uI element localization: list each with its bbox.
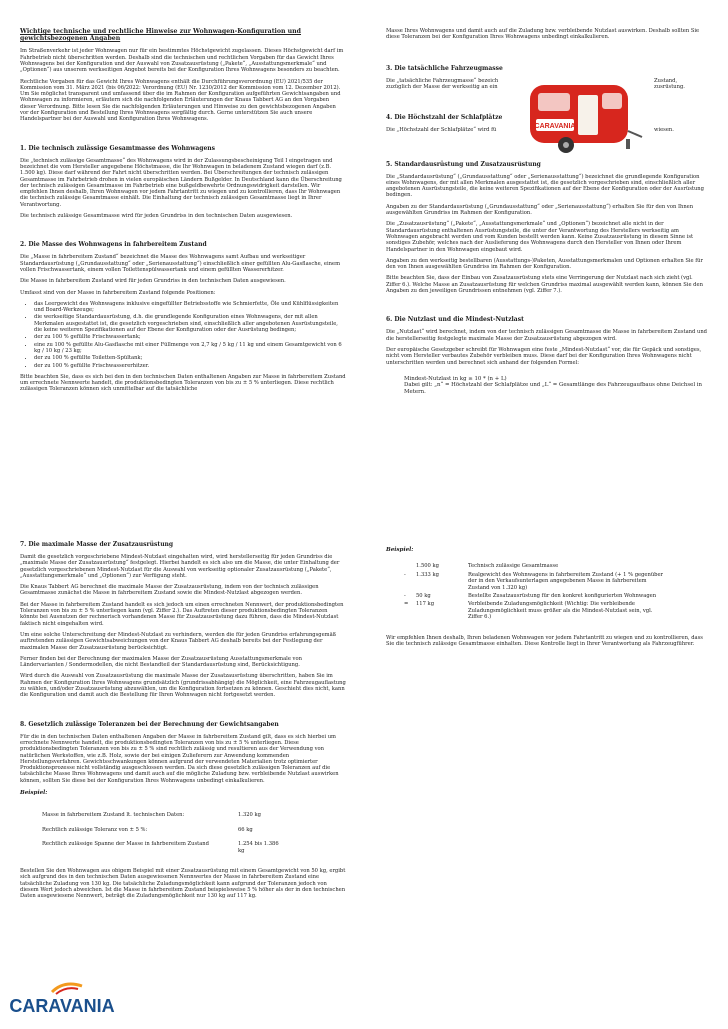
table-row: - 50 kg Bestellte Zusatzausrüstung für den konkret konfigurierten Wohnwagen xyxy=(404,592,657,599)
document-title: Wichtige technische und rechtliche Hinweise zur Wohnwagen-Konfiguration und gewichtsbezogenen Angaben xyxy=(20,28,302,43)
section-7-paragraph-4: Um eine solche Unterschreitung der Mindest-Nutzlast zu verhindern, werden die für jeden Grundriss erfahrungsgemäß auftretenden zulässigen Gewichtsabweichungen von der Knaus Tabbert AG deshalb bereits bei der Festlegung der maximalen Masse der Zusatzausrüstung berücksichtigt. xyxy=(20,631,337,651)
section-7-heading: 7. Die maximale Masse der Zusatzausrüstung xyxy=(20,541,174,548)
right-bottom-column xyxy=(386,541,708,652)
table-row: - 1.333 kg Realgewicht des Wohnwagens in fahrbereitem Zustand (+ 1 % gegenüber der in den Verkaufsunterlagen angegebenen Masse in fahrbereitem Zustand von 1.320 kg) xyxy=(404,571,664,591)
section-6-paragraph-1: Die „Nutzlast“ wird berechnet, indem von der technisch zulässigen Gesamtmasse die Masse in fahrbereitem Zustand und die herstellerseitig festgelegte maximale Masse der Zusatzausrüstung abgezogen wird. xyxy=(386,329,707,342)
section-2-paragraph-1: Die „Masse in fahrbereitem Zustand“ bezeichnet die Masse des Wohnwagens samt Aufbau und werkseitiger Standardausrüstung („Grundausstattung“ oder „Serienausstattung“) einschließlich einer gefüllten Alu-Gasflasche, einem vollen Frischwassertank, einem vollen Toilettenspülwassertank und einem gefüllten Wassererhitzer. xyxy=(20,254,340,273)
tolerance-table xyxy=(42,808,282,858)
section-6-heading: 6. Die Nutzlast und die Mindest-Nutzlast xyxy=(386,316,524,324)
section-7-paragraph-5: Ferner finden bei der Berechnung der maximalen Masse der Zusatzausrüstung Ausstattungsmerkmale von Ländervarianten / Sondermodellen, die nicht Bestandteil der Standardausrüstung sind, Berücksichtigung. xyxy=(20,655,302,669)
table-row: Rechtlich zulässige Toleranz von ± 5 %: 66 kg xyxy=(42,826,253,833)
section-2-heading: 2. Die Masse des Wohnwagens in fahrbereitem Zustand xyxy=(20,241,207,249)
section-5-paragraph-4: Angaben zu den werkseitig bestellbaren (Ausstattungs-)Paketen, Ausstattungsmerkmalen und Optionen erhalten Sie für den von Ihnen ausgewählten Grundriss im Rahmen der Konfiguration. xyxy=(386,257,703,271)
continuation-paragraph: Masse Ihres Wohnwagens und damit auch auf die Zuladung bzw. verbleibende Nutzlast auswirken. Deshalb sollten Sie diese Toleranzen bei der Konfiguration Ihres Wohnwagens unbedingt einkalkulieren. xyxy=(386,28,700,41)
section-5-heading: 5. Standardausrüstung und Zusatzausrüstung xyxy=(386,160,541,168)
list-item: • der zu 100 % gefüllte Frischwassertank; xyxy=(34,334,346,340)
caravania-logo xyxy=(6,978,118,1022)
section-3-heading: 3. Die tatsächliche Fahrzeugmasse xyxy=(386,64,503,72)
section-1-paragraph-2: Die technisch zulässige Gesamtmasse wird für jeden Grundriss in den technischen Daten ausgewiesen. xyxy=(20,213,293,220)
section-5-paragraph-5: Bitte beachten Sie, dass der Einbau von Zusatzausrüstung stets eine Verringerung der Nutzlast nach sich zieht (vgl. Ziffer 6.). Welche Masse an Zusatzausrüstung für welchen Grundriss maximal ausgewählt werden kann, können Sie den Angaben zu den jeweiligen Grundrissen entnehmen (vgl. Ziffer 7.). xyxy=(386,275,703,295)
svg-text:CARAVANIA: CARAVANIA xyxy=(534,123,576,130)
table-row: = 117 kg Verbleibende Zuladungsmöglichkeit (Wichtig: Die verbleibende Zuladungsmöglichkeit muss größer als die Mindest-Nutzlast sein, vgl. Ziffer 6.) xyxy=(404,601,653,621)
list-item: • der zu 100 % gefüllte Frischwassererhitzer. xyxy=(34,363,346,369)
mass-positions-list xyxy=(20,301,346,369)
intro-paragraph-2: Rechtliche Vorgaben für das Gewicht Ihres Wohnwagens enthält die Durchführungsverordnung (EU) 2021/535 der Kommission vom 31. März 2021 (bis 06/2022: Verordnung (EU) Nr. 1230/2012 der Kommission vom 12. Dezember 2012). Um Sie möglichst transparent und umfassend über die im Rahmen der Konfiguration aufgeführten Gewichtsangaben und Wohnwagen zu informieren, erläutern sich die nachfolgenden Erläuterungen der Knaus Tabbert AG an den Vorgaben dieser Verordnung. Bitte lesen Sie die nachfolgenden Erläuterungen und Hinweise zu den gewichtsbezogenen Angaben vor der Konfiguration und Bestellung Ihres Wohnwagens sorgfältig durch. Gerne unterstützen Sie auch unsere Handelspartner bei der Auswahl und Konfiguration Ihres Wohnwagens. xyxy=(20,78,341,123)
left-top-column xyxy=(20,28,346,398)
table-row: Rechtlich zulässige Spanne der Masse in fahrbereitem Zustand 1.254 bis 1.386 kg xyxy=(42,841,279,854)
min-payload-formula: Mindest-Nutzlast in kg ≥ 10 * (n + L) Dabei gilt: „n“ = Höchstzahl der Schlafplätze und „L“ = Gesamtlänge des Fahrzeugaufbaus ohne Deichsel in Metern. xyxy=(404,375,702,396)
list-item: • das Leergewicht des Wohnwagens inklusive eingefüllter Betriebsstoffe wie Schmierfette, Öle und Kühlflüssigkeiten und Board-Werkzeuge; xyxy=(34,301,346,314)
list-item: • der zu 100 % gefüllte Toiletten-Spültank; xyxy=(34,355,346,361)
caravan-window xyxy=(602,93,622,109)
caravan-window xyxy=(538,93,570,111)
section-5-paragraph-3: Die „Zusatzausrüstung“ („Pakete“, „Ausstattungsmerkmale“ und „Optionen“) bezeichnet alle nicht in der Standardausrüstung enthaltenen Ausrüstungsteile, die unter der Verantwortung des Herstellers werkseitig am Wohnwagen angebracht werden und vom Kunden bestellt werden kann. Keine Zusatzausrüstung in diesem Sinne ist sonstiges Zubehör, welches nach der Auslieferung des Wohnwagens durch den Hersteller von Ihnen oder Ihrem Handelspartner in den Wohnwagen eingebaut wird. xyxy=(386,221,694,253)
list-item: • die werkseitige Standardausrüstung, d.h. die grundlegende Konfiguration eines Wohnwagens, der mit allen Merkmalen ausgestattet ist, die gesetzlich vorgeschrieben sind, einschließlich aller angebotenen Ausrüstungsteile, die keine weiteren Spezifikationen auf der Ebene der Konfiguration oder der Ausrüstung bedingen; xyxy=(34,314,346,333)
section-2-paragraph-4: Bitte beachten Sie, dass es sich bei den in den technischen Daten enthaltenen Angaben zur Masse in fahrbereitem Zustand um errechnete Nennwerte handelt, die produktionsbedingten Toleranzen von bis zu ± 5 % unterliegen. Diese rechtlich zulässigen Toleranzen können sich unmittelbar auf die tatsächliche xyxy=(20,373,346,393)
section-7-paragraph-6: Wird durch die Auswahl von Zusatzausrüstung die maximale Masse der Zusatzausrüstung überschritten, haben Sie im Rahmen der Konfiguration Ihres Wohnwagens grundsätzlich (grundrissabhängig) die Möglichkeit, eine Fahrzeugauflastung zu wählen, und/oder Zusatzausrüstung abzuwählen, um die Konfiguration fortsetzen zu können. Geschieht dies nicht, kann die Konfiguration und damit auch die Bestellung für Ihren Wohnwagen nicht fortgesetzt werden. xyxy=(20,673,346,699)
logo-wordmark: CARAVANIA xyxy=(9,996,115,1016)
example-label: Beispiel: xyxy=(386,547,414,553)
section-4-heading: 4. Die Höchstzahl der Schlafplätze xyxy=(386,113,503,121)
section-4-paragraph: Die „Höchstzahl der Schlafplätze“ wird fü wiesen. xyxy=(386,126,674,133)
section-7-paragraph-2: Die Knaus Tabbert AG berechnet die maximale Masse der Zusatzausrüstung, indem von der technisch zulässigen Gesamtmasse zunächst die Masse in fahrbereitem Zustand sowie die Mindest-Nutzlast abgezogen werden. xyxy=(20,584,319,597)
list-item: • eine zu 100 % gefüllte Alu-Gasflasche mit einer Füllmenge von 2,7 kg / 5 kg / 11 kg und einem Gesamtgewicht von 6 kg / 10 kg / 23 kg; xyxy=(34,342,346,355)
section-8-paragraph-2: Bestellen Sie den Wohnwagen aus obigem Beispiel mit einer Zusatzausrüstung mit einem Gesamtgewicht von 50 kg, ergibt sich aufgrund des in den technischen Daten ausgewiesenen Nennwertes der Masse in fahrbereitem Zustand eine tatsächliche Zuladung von 130 kg. Die tatsächliche Zuladungsmöglichkeit kann aufgrund der Toleranzen jedoch von diesem Wert jedoch abweichen. Ist die Masse in fahrbereitem Zustand beispielsweise 5 % höher als der in den technischen Daten ausgewiesene Nennwert, beträgt die Zuladungsmöglichkeit nur 130 kg auf 117 kg. xyxy=(20,867,346,900)
example-label: Beispiel: xyxy=(20,790,48,797)
section-8-heading: 8. Gesetzlich zulässige Toleranzen bei der Berechnung der Gewichtsangaben xyxy=(20,720,279,728)
left-bottom-column xyxy=(20,541,346,904)
section-1-heading: 1. Die technisch zulässige Gesamtmasse des Wohnwagens xyxy=(20,144,216,152)
section-2-paragraph-2: Die Masse in fahrbereitem Zustand wird für jeden Grundriss in den technischen Daten ausgewiesen. xyxy=(20,278,286,285)
intro-paragraph-1: Im Straßenverkehr ist jeder Wohnwagen nur für ein bestimmtes Höchstgewicht zugelassen. Dieses Höchstgewicht darf im Fahrbetrieb nicht überschritten werden. Deshalb sind die technischen und rechtlichen Vorgaben für das Gewicht Ihres Wohnwagens bei der Konfiguration und der Auswahl von Zusatzausrüstung („Pakete“, „Ausstattungsmerkmale“ und „Optionen“) aus unserem werkseitigen Angebot bereits bei der Konfiguration Ihres Wohnwagens besonders zu beachten. xyxy=(20,48,344,74)
caravan-illustration xyxy=(514,75,644,161)
table-row: 1.500 kg Technisch zulässige Gesamtmasse xyxy=(416,563,559,570)
table-row: Masse in fahrbereitem Zustand lt. technischen Daten: 1.320 kg xyxy=(42,812,261,819)
section-5-paragraph-1: Die „Standardausrüstung“ („Grundausstattung“ oder „Serienausstattung“) bezeichnet die grundlegende Konfiguration eines Wohnwagens, der mit allen Merkmalen ausgestattet ist, die gesetzlich vorgeschrieben sind, einschließlich aller angebotenen Ausrüstungsteile, die keine weiteren Spezifikationen auf der Ebene der Konfiguration oder der Ausrüstung bedingen. xyxy=(386,173,704,199)
section-7-paragraph-1: Damit die gesetzlich vorgeschriebene Mindest-Nutzlast eingehalten wird, wird herstellerseitig für jeden Grundriss die „maximale Masse der Zusatzausrüstung“ festgelegt. Hierbei handelt es sich also um die Masse, die unter Einhaltung der gesetzlich vorgeschriebenen Mindest-Nutzlast für die Auswahl von werkseitig optionaler Zusatzausrüstung („Pakete“, „Ausstattungsmerkmale“ und „Optionen“) zur Verfügung steht. xyxy=(20,554,340,579)
section-5-paragraph-2: Angaben zu der Standardausrüstung („Grundausstattung“ oder „Serienausstattung“) erhalten Sie für den von Ihnen ausgewählten Grundriss im Rahmen der Konfiguration. xyxy=(386,203,694,217)
section-8-paragraph-1: Für die in den technischen Daten enthaltenen Angaben der Masse in fahrbereitem Zustand gilt, dass es sich hierbei um errechnete Nennwerte handelt, die produktionsbedingten Toleranzen von bis zu ± 5 % unterliegen. Diese produktionsbedingten Toleranzen von bis zu ± 5 % sind rechtlich zulässig und resultieren aus der Verwendung von natürlichen Werkstoffen, wie z.B. Holz, sowie der bei einigen Zulieferern zur Anwendung kommenden Herstellungsverfahren. Gewichtsschwankungen können aufgrund der verwendeten Materialien trotz optimierter Produktionsprozesse nicht vollständig ausgeschlossen werden. Da sich diese gesetzlich zulässigen Toleranzen auf die tatsächliche Masse Ihres Wohnwagens und damit auch auf die mögliche Zuladung bzw. verbleibende Nutzlast auswirken können, sollten Sie diese bei der Konfiguration Ihres Wohnwagens unbedingt einkalkulieren. xyxy=(20,733,339,784)
payload-example-table xyxy=(404,563,672,622)
section-2-paragraph-3: Umfasst sind von der Masse in fahrbereitem Zustand folgende Positionen: xyxy=(20,289,216,296)
caravan-door xyxy=(578,95,598,135)
section-7-paragraph-3: Bei der Masse in fahrbereitem Zustand handelt es sich jedoch um einen errechneten Nennwert, der produktionsbedingten Toleranzen von bis zu ± 5 % unterliegen kann (vgl. Ziffer 2.). Das Auftreten dieser produktionsbedingten Toleranzen könnte bei Ausnutzen der rechnerisch vorhandenen Masse für Zusatzausrüstung dazu führen, dass die Mindest-Nutzlast faktisch nicht eingehalten wird. xyxy=(20,601,344,627)
section-6-paragraph-2: Der europäische Gesetzgeber schreibt für Wohnwagen eine feste „Mindest-Nutzlast“ vor, die für Gepäck und sonstiges, nicht vom Hersteller verbautes Zubehör verbleiben muss. Diese darf bei der Konfiguration Ihres Wohnwagens nicht unterschritten werden und berechnet sich anhand der folgenden Formel: xyxy=(386,346,702,366)
section-1-paragraph-1: Die „technisch zulässige Gesamtmasse“ des Wohnwagens wird in der Zulassungsbescheinigung Teil I eingetragen und bezeichnet die vom Hersteller angegebene Höchstmasse, die Ihr Wohnwagen in beladenem Zustand wiegen darf (z.B. 1.500 kg). Diese darf während der Fahrt nicht überschritten werden. Bei Überschreitungen der technisch zulässigen Gesamtmasse im Fahrbetrieb drohen in vielen europäischen Ländern Bußgelder. In Deutschland kann die Überschreitung der technisch zulässigen Gesamtmasse im Fahrbetrieb eine bußgeldbewehrte Ordnungswidrigkeit darstellen. Wir empfehlen Ihnen deshalb, Ihren Wohnwagen vor jedem Fahrtantritt zu wiegen und zu kontrollieren, dass Ihr Wohnwagen die technisch zulässige Gesamtmasse einhält. Die Einhaltung der technisch zulässigen Gesamtmasse liegt in Ihrer Verantwortung. xyxy=(20,157,342,208)
closing-paragraph: Wir empfehlen Ihnen deshalb, Ihren beladenen Wohnwagen vor jedem Fahrtantritt zu wiegen und zu kontrollieren, dass Sie die technisch zulässige Gesamtmasse einhalten. Diese Kontrolle liegt in Ihrer Verantwortung als Fahrzeugführer. xyxy=(386,634,703,647)
section-3-paragraph: Die „tatsächliche Fahrzeugmasse“ bezeich Zustand, zuzüglich der Masse der werkseitig an ein zusrüstung. xyxy=(386,77,685,90)
